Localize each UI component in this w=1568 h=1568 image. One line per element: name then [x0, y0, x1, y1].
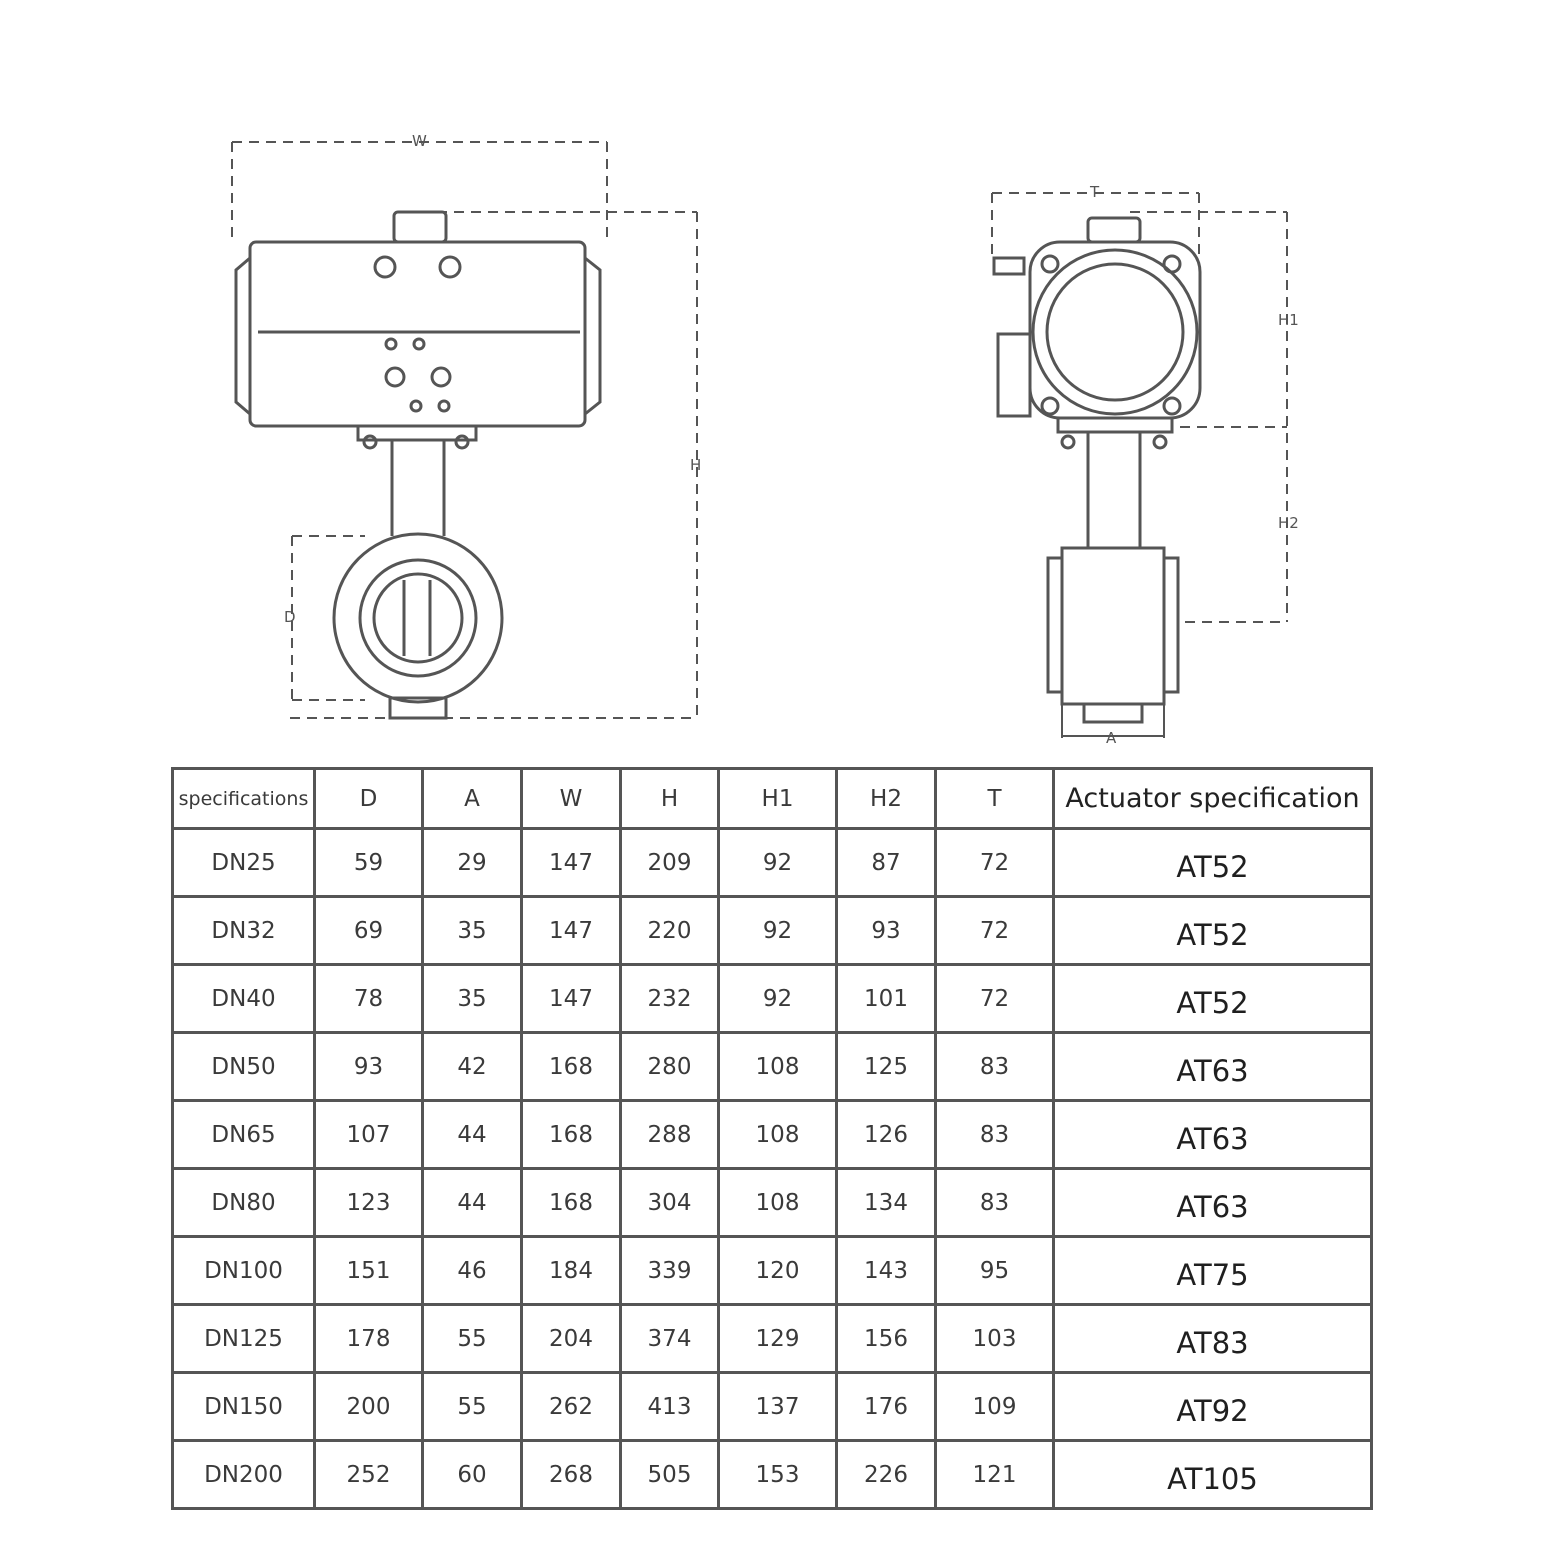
table-cell: 93 — [315, 1033, 423, 1101]
actuator-cell: AT83 — [1054, 1305, 1372, 1373]
table-cell: 204 — [522, 1305, 621, 1373]
table-row — [173, 1033, 1372, 1101]
valve-technical-drawing — [0, 0, 1568, 760]
table-cell: 209 — [621, 829, 719, 897]
table-cell: 121 — [936, 1441, 1054, 1509]
table-cell: 147 — [522, 829, 621, 897]
table-cell: 143 — [837, 1237, 936, 1305]
actuator-cell: AT105 — [1054, 1441, 1372, 1509]
header-w: W — [522, 769, 621, 829]
dimension-d — [292, 536, 365, 700]
specification-table — [171, 767, 1373, 1510]
table-row — [173, 1101, 1372, 1169]
table-cell: 109 — [936, 1373, 1054, 1441]
table-cell: 168 — [522, 1101, 621, 1169]
header-t: T — [936, 769, 1054, 829]
table-cell: 59 — [315, 829, 423, 897]
header-h2: H2 — [837, 769, 936, 829]
table-body — [173, 829, 1372, 1509]
table-cell: 120 — [719, 1237, 837, 1305]
dimension-label-h1: H1 — [1278, 311, 1299, 329]
side-view — [992, 183, 1299, 747]
table-cell: 137 — [719, 1373, 837, 1441]
table-cell: 200 — [315, 1373, 423, 1441]
actuator-cell: AT52 — [1054, 897, 1372, 965]
table-cell: 108 — [719, 1033, 837, 1101]
table-cell: DN100 — [173, 1237, 315, 1305]
actuator-cell: AT75 — [1054, 1237, 1372, 1305]
table-cell: 304 — [621, 1169, 719, 1237]
table-cell: 252 — [315, 1441, 423, 1509]
table-cell: DN65 — [173, 1101, 315, 1169]
table-cell: 46 — [423, 1237, 522, 1305]
table-cell: 55 — [423, 1305, 522, 1373]
dimension-w — [232, 142, 607, 240]
table-row — [173, 1237, 1372, 1305]
table-cell: DN125 — [173, 1305, 315, 1373]
table-cell: 107 — [315, 1101, 423, 1169]
table-cell: 374 — [621, 1305, 719, 1373]
table-cell: 78 — [315, 965, 423, 1033]
header-d: D — [315, 769, 423, 829]
actuator-cell: AT63 — [1054, 1101, 1372, 1169]
table-cell: 134 — [837, 1169, 936, 1237]
table-cell: 220 — [621, 897, 719, 965]
dimension-h — [290, 212, 697, 718]
table-cell: DN200 — [173, 1441, 315, 1509]
table-cell: 108 — [719, 1169, 837, 1237]
header-specifications: specifications — [173, 769, 315, 829]
table-cell: 87 — [837, 829, 936, 897]
header-h: H — [621, 769, 719, 829]
table-cell: 280 — [621, 1033, 719, 1101]
table-cell: 93 — [837, 897, 936, 965]
table-cell: 92 — [719, 897, 837, 965]
front-view — [232, 132, 701, 718]
table-row — [173, 897, 1372, 965]
table-cell: 60 — [423, 1441, 522, 1509]
actuator-cell: AT52 — [1054, 829, 1372, 897]
dimension-label-w: W — [412, 132, 427, 150]
table-cell: 69 — [315, 897, 423, 965]
table-cell: 95 — [936, 1237, 1054, 1305]
table-cell: 178 — [315, 1305, 423, 1373]
table-cell: 44 — [423, 1169, 522, 1237]
table-cell: 176 — [837, 1373, 936, 1441]
dimension-label-a: A — [1106, 729, 1117, 747]
table-cell: 92 — [719, 829, 837, 897]
table-cell: 55 — [423, 1373, 522, 1441]
table-cell: 268 — [522, 1441, 621, 1509]
header-h1: H1 — [719, 769, 837, 829]
table-row — [173, 965, 1372, 1033]
table-cell: 103 — [936, 1305, 1054, 1373]
table-row — [173, 829, 1372, 897]
dimension-label-t: T — [1090, 183, 1100, 201]
table-cell: 262 — [522, 1373, 621, 1441]
actuator-cell: AT63 — [1054, 1169, 1372, 1237]
table-cell: 101 — [837, 965, 936, 1033]
table-cell: 125 — [837, 1033, 936, 1101]
table-cell: 123 — [315, 1169, 423, 1237]
actuator-cell: AT63 — [1054, 1033, 1372, 1101]
table-cell: 83 — [936, 1101, 1054, 1169]
table-cell: 505 — [621, 1441, 719, 1509]
table-cell: 184 — [522, 1237, 621, 1305]
table-cell: 147 — [522, 897, 621, 965]
table-cell: 72 — [936, 897, 1054, 965]
table-cell: 83 — [936, 1033, 1054, 1101]
header-actuator-specification: Actuator specification — [1054, 769, 1372, 829]
table-cell: DN32 — [173, 897, 315, 965]
dimension-label-h: H — [690, 456, 702, 474]
dimension-label-d: D — [284, 608, 296, 626]
table-cell: 168 — [522, 1033, 621, 1101]
table-cell: 339 — [621, 1237, 719, 1305]
table-cell: 42 — [423, 1033, 522, 1101]
table-cell: DN80 — [173, 1169, 315, 1237]
table-row — [173, 1441, 1372, 1509]
table-row — [173, 1305, 1372, 1373]
dimension-label-h2: H2 — [1278, 514, 1299, 532]
table-cell: 153 — [719, 1441, 837, 1509]
header-a: A — [423, 769, 522, 829]
table-cell: 35 — [423, 965, 522, 1033]
table-cell: DN150 — [173, 1373, 315, 1441]
table-cell: 168 — [522, 1169, 621, 1237]
actuator-cell: AT92 — [1054, 1373, 1372, 1441]
table-cell: 108 — [719, 1101, 837, 1169]
table-cell: 151 — [315, 1237, 423, 1305]
table-cell: 29 — [423, 829, 522, 897]
table-cell: 129 — [719, 1305, 837, 1373]
table-cell: 72 — [936, 965, 1054, 1033]
table-cell: 226 — [837, 1441, 936, 1509]
specification-table-container — [171, 767, 1370, 1496]
table-cell: 232 — [621, 965, 719, 1033]
table-cell: 288 — [621, 1101, 719, 1169]
table-cell: 413 — [621, 1373, 719, 1441]
table-cell: 126 — [837, 1101, 936, 1169]
dimension-t — [992, 193, 1199, 260]
table-cell: 72 — [936, 829, 1054, 897]
table-row — [173, 1373, 1372, 1441]
table-cell: 35 — [423, 897, 522, 965]
table-cell: DN25 — [173, 829, 315, 897]
table-cell: 44 — [423, 1101, 522, 1169]
table-cell: DN40 — [173, 965, 315, 1033]
table-cell: 156 — [837, 1305, 936, 1373]
table-row — [173, 1169, 1372, 1237]
table-cell: 147 — [522, 965, 621, 1033]
table-cell: DN50 — [173, 1033, 315, 1101]
actuator-cell: AT52 — [1054, 965, 1372, 1033]
table-cell: 83 — [936, 1169, 1054, 1237]
table-header-row — [173, 769, 1372, 829]
table-cell: 92 — [719, 965, 837, 1033]
